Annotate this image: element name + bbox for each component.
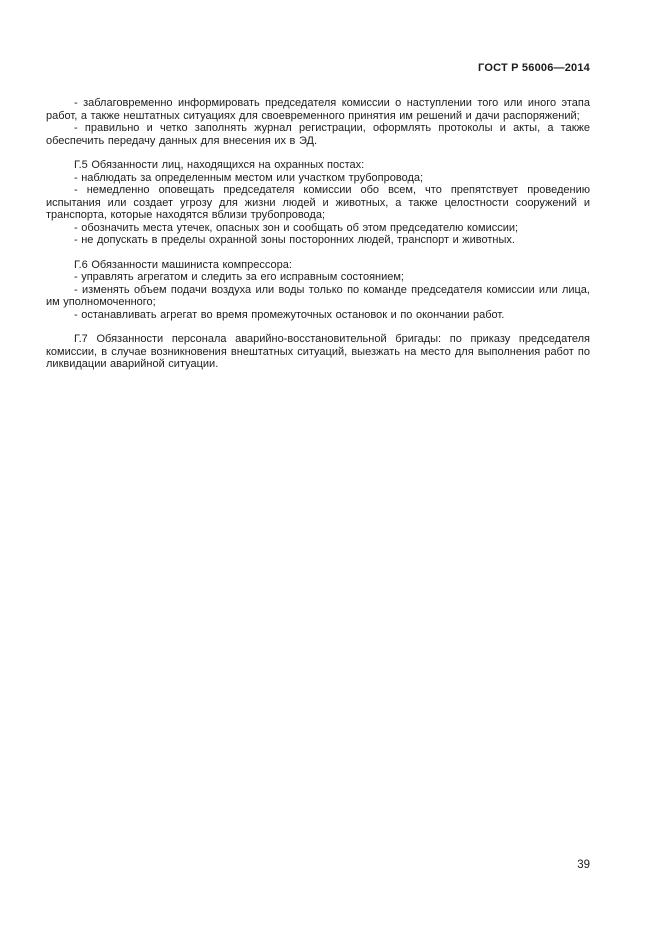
document-body	[46, 97, 590, 371]
page-number: 39	[577, 859, 590, 871]
paragraph-g5-item-2: - немедленно оповещать председателя комиссии обо всем, что препятствует проведению испытания или создает угрозу для жизни людей и животных, а также целостности сооружений и транспорта, которые находятся вблизи трубопровода;	[46, 184, 590, 221]
paragraph-g5-item-3: - обозначить места утечек, опасных зон и сообщать об этом председателю комиссии;	[74, 221, 519, 234]
paragraph-g5-item-1: - наблюдать за определенным местом или участком трубопровода;	[74, 171, 424, 184]
section-heading-g6: Г.6 Обязанности машиниста компрессора:	[74, 258, 292, 271]
doc-number-header: ГОСТ Р 56006—2014	[478, 62, 590, 74]
paragraph-g6-item-1: - управлять агрегатом и следить за его исправным состоянием;	[74, 271, 404, 283]
section-paragraph-g7: Г.7 Обязанности персонала аварийно-восстановительной бригады: по приказу председателя комиссии, в случае возникновения внештатных ситуаций, выезжать на место для выполнения работ по ликвидации аварийной ситуации.	[46, 333, 590, 370]
paragraph-duty-journal: - правильно и четко заполнять журнал регистрации, оформлять протоколы и акты, а также обеспечить передачу данных для внесения их в ЭД.	[46, 122, 590, 147]
paragraph-g6-item-2: - изменять объем подачи воздуха или воды только по команде председателя комиссии или лица, им уполномоченного;	[46, 283, 590, 308]
paragraph-duty-inform: - заблаговременно информировать председателя комиссии о наступлении того или иного этапа работ, а также нештатных ситуациях для своевременного принятия им решений и дачи распоряжений;	[46, 97, 590, 122]
section-heading-g5: Г.5 Обязанности лиц, находящихся на охранных постах:	[74, 159, 365, 171]
paragraph-g6-item-3: - останавливать агрегат во время промежуточных остановок и по окончании работ.	[74, 308, 505, 321]
paragraph-g5-item-4: - не допускать в пределы охранной зоны посторонних людей, транспорт и животных.	[74, 234, 515, 246]
